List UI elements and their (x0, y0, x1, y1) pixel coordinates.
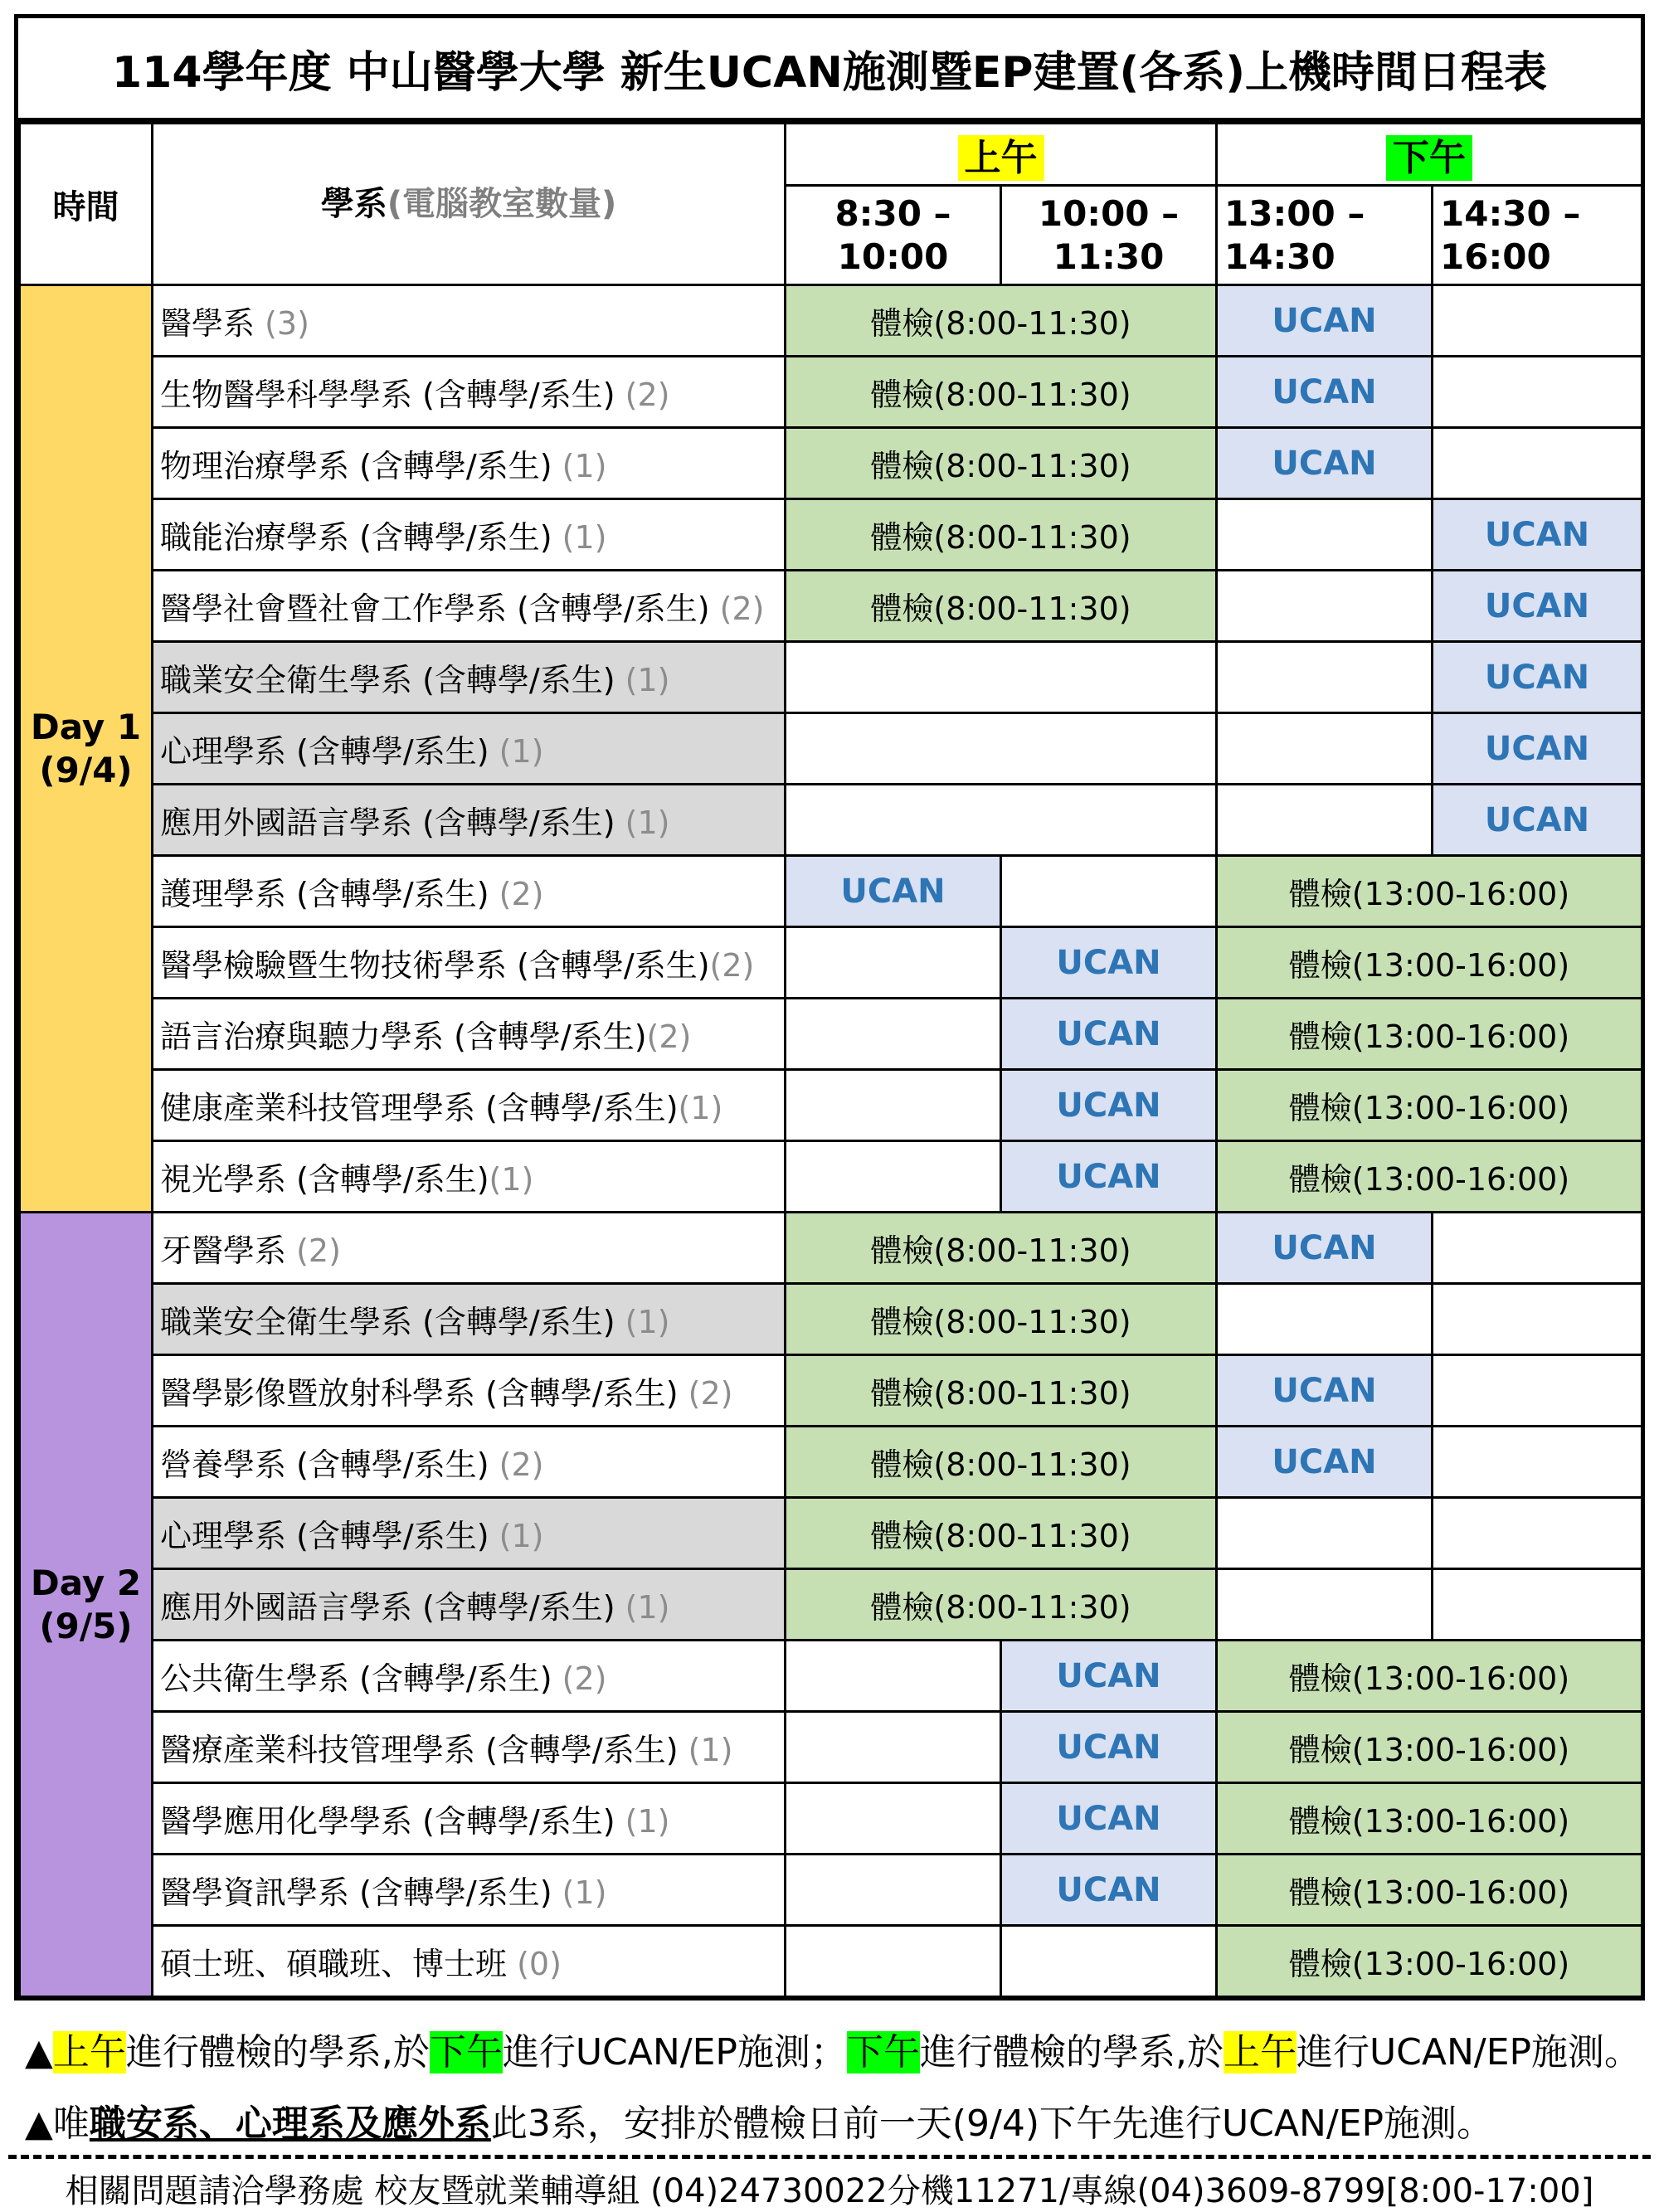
note2-part: ▲唯 (25, 2103, 90, 2145)
dept-name: 護理學系 (含轉學/系生) (160, 876, 499, 912)
classroom-count: (1) (625, 1589, 670, 1626)
schedule-row (20, 713, 1642, 785)
exam-cell: 體檢(8:00-11:30) (786, 499, 1217, 571)
dept-cell (153, 499, 786, 571)
exam-cell: 體檢(8:00-11:30) (786, 357, 1217, 428)
slot-label-4: 14:30 – 16:00 (1440, 192, 1581, 277)
dashed-divider (8, 2155, 1651, 2159)
classroom-count: (1) (499, 1518, 544, 1554)
empty-cell (1433, 1284, 1642, 1355)
dept-name: 職業安全衛生學系 (含轉學/系生) (160, 662, 625, 698)
dept-name: 視光學系 (含轉學/系生) (160, 1161, 489, 1198)
classroom-count: (2) (625, 377, 670, 413)
dept-name: 牙醫學系 (160, 1232, 297, 1269)
exam-cell: 體檢(13:00-16:00) (1217, 1855, 1642, 1926)
schedule-row (20, 571, 1642, 642)
empty-cell (786, 713, 1217, 785)
schedule-row (20, 1284, 1642, 1355)
note1-afternoon-highlight: 下午 (846, 2031, 920, 2073)
day-label-2: Day 2 (9/5) (20, 1213, 153, 1997)
ucan-cell: UCAN (1217, 285, 1433, 357)
exam-cell: 體檢(8:00-11:30) (786, 1355, 1217, 1427)
dept-cell (153, 1783, 786, 1855)
classroom-count: (2) (296, 1232, 341, 1269)
note1-part: 進行UCAN/EP施測。 (1296, 2031, 1642, 2073)
dept-name: 職業安全衛生學系 (含轉學/系生) (160, 1304, 625, 1340)
dept-cell (153, 1926, 786, 1997)
schedule-row (20, 1141, 1642, 1213)
ucan-cell: UCAN (1433, 571, 1642, 642)
schedule-row (20, 856, 1642, 927)
dept-cell (153, 1855, 786, 1926)
ucan-cell: UCAN (1001, 927, 1217, 999)
dept-cell (153, 1427, 786, 1498)
exam-cell: 體檢(13:00-16:00) (1217, 927, 1642, 999)
empty-cell (1217, 571, 1433, 642)
empty-cell (1001, 1926, 1217, 1997)
dept-cell (153, 1498, 786, 1569)
note-1 (25, 2022, 1641, 2075)
schedule-row (20, 1427, 1642, 1498)
note1-morning-highlight: 上午 (1223, 2031, 1297, 2073)
afternoon-header (1217, 124, 1642, 186)
dept-cell (153, 571, 786, 642)
slot-header-4 (1433, 186, 1642, 285)
exam-cell: 體檢(8:00-11:30) (786, 1427, 1217, 1498)
classroom-count: (1) (562, 519, 607, 556)
ucan-cell: UCAN (1001, 1712, 1217, 1783)
empty-cell (1217, 642, 1433, 713)
schedule-row (20, 1355, 1642, 1427)
schedule-row (20, 1783, 1642, 1855)
empty-cell (786, 1712, 1001, 1783)
classroom-count: (1) (562, 448, 607, 484)
dept-cell (153, 1213, 786, 1284)
empty-cell (786, 999, 1001, 1070)
exam-cell: 體檢(8:00-11:30) (786, 1569, 1217, 1641)
empty-cell (786, 1783, 1001, 1855)
dept-cell (153, 999, 786, 1070)
schedule-body (20, 285, 1642, 1997)
empty-cell (786, 785, 1217, 856)
dept-name: 心理學系 (含轉學/系生) (160, 1518, 499, 1554)
dept-name: 營養學系 (含轉學/系生) (160, 1446, 499, 1483)
dept-name: 應用外國語言學系 (含轉學/系生) (160, 805, 625, 841)
schedule-row (20, 1926, 1642, 1997)
slot-header-3 (1217, 186, 1433, 285)
dept-name: 物理治療學系 (含轉學/系生) (160, 448, 562, 484)
time-header: 時間 (20, 124, 153, 285)
exam-cell: 體檢(13:00-16:00) (1217, 856, 1642, 927)
exam-cell: 體檢(13:00-16:00) (1217, 1641, 1642, 1712)
empty-cell (786, 1141, 1001, 1213)
dept-cell (153, 1070, 786, 1141)
note1-afternoon-highlight: 下午 (429, 2031, 503, 2073)
ucan-cell: UCAN (1433, 642, 1642, 713)
dept-name: 語言治療與聽力學系 (含轉學/系生) (160, 1018, 647, 1055)
classroom-count: (1) (625, 805, 670, 841)
empty-cell (1217, 1569, 1433, 1641)
dept-cell (153, 357, 786, 428)
schedule-row (20, 999, 1642, 1070)
empty-cell (786, 642, 1217, 713)
dept-cell (153, 1641, 786, 1712)
dept-cell (153, 856, 786, 927)
schedule-row (20, 642, 1642, 713)
slot-label-3: 13:00 – 14:30 (1224, 192, 1365, 277)
empty-cell (786, 1926, 1001, 1997)
dept-name: 醫學應用化學學系 (含轉學/系生) (160, 1803, 625, 1840)
dept-header-label: 學系 (320, 184, 387, 223)
ucan-cell: UCAN (1001, 1141, 1217, 1213)
note2-emphasis: 職安系、心理系及應外系 (89, 2103, 491, 2145)
slot-header-2 (1001, 186, 1217, 285)
empty-cell (1433, 1355, 1642, 1427)
ucan-cell: UCAN (1001, 1783, 1217, 1855)
afternoon-label: 下午 (1386, 135, 1472, 181)
empty-cell (1433, 357, 1642, 428)
slot-label-1: 8:30 – 10:00 (834, 192, 951, 277)
classroom-count: (1) (678, 1090, 723, 1126)
ucan-cell: UCAN (1217, 1427, 1433, 1498)
schedule-row (20, 1070, 1642, 1141)
exam-cell: 體檢(8:00-11:30) (786, 428, 1217, 499)
classroom-count: (2) (499, 876, 544, 912)
exam-cell: 體檢(13:00-16:00) (1217, 1712, 1642, 1783)
empty-cell (1433, 285, 1642, 357)
dept-cell (153, 1141, 786, 1213)
schedule-row (20, 1855, 1642, 1926)
empty-cell (1217, 713, 1433, 785)
dept-header-sub: (電腦教室數量) (387, 184, 617, 223)
dept-name: 醫學影像暨放射科學系 (含轉學/系生) (160, 1375, 688, 1412)
classroom-count: (2) (688, 1375, 733, 1412)
classroom-count: (2) (709, 947, 755, 984)
dept-name: 醫學資訊學系 (含轉學/系生) (160, 1874, 562, 1911)
note1-part: ▲ (25, 2031, 53, 2073)
note1-morning-highlight: 上午 (52, 2031, 126, 2073)
ucan-cell: UCAN (1433, 713, 1642, 785)
classroom-count: (1) (688, 1732, 733, 1768)
classroom-count: (1) (625, 662, 670, 698)
dept-cell (153, 1355, 786, 1427)
note2-part: 此3系，安排於體檢日前一天(9/4)下午先進行UCAN/EP施測。 (490, 2103, 1494, 2145)
schedule-row (20, 357, 1642, 428)
schedule-row (20, 499, 1642, 571)
empty-cell (1217, 1284, 1433, 1355)
ucan-cell: UCAN (1001, 1070, 1217, 1141)
exam-cell: 體檢(13:00-16:00) (1217, 1926, 1642, 1997)
page-title: 114學年度 中山醫學大學 新生UCAN施測暨EP建置(各系)上機時間日程表 (18, 18, 1641, 122)
classroom-count: (1) (625, 1304, 670, 1340)
dept-name: 醫療產業科技管理學系 (含轉學/系生) (160, 1732, 688, 1768)
exam-cell: 體檢(8:00-11:30) (786, 1498, 1217, 1569)
schedule-row (20, 785, 1642, 856)
ucan-cell: UCAN (1217, 1355, 1433, 1427)
schedule-row (20, 1569, 1642, 1641)
empty-cell (1433, 428, 1642, 499)
schedule-row (20, 1213, 1642, 1284)
note1-part: 進行體檢的學系,於 (919, 2031, 1224, 2073)
dept-cell (153, 642, 786, 713)
dept-cell (153, 285, 786, 357)
dept-name: 生物醫學科學學系 (含轉學/系生) (160, 377, 625, 413)
exam-cell: 體檢(8:00-11:30) (786, 285, 1217, 357)
empty-cell (1433, 1498, 1642, 1569)
dept-name: 健康產業科技管理學系 (含轉學/系生) (160, 1090, 679, 1126)
contact-info: 相關問題請洽學務處 校友暨就業輔導組 (04)24730022分機11271/專線(04)3609-8799[8:00-17:00] (65, 2172, 1594, 2210)
schedule-row (20, 285, 1642, 357)
dept-name: 職能治療學系 (含轉學/系生) (160, 519, 562, 556)
schedule-row (20, 428, 1642, 499)
ucan-cell: UCAN (1001, 999, 1217, 1070)
morning-label: 上午 (958, 135, 1044, 181)
classroom-count: (1) (489, 1161, 534, 1198)
ucan-cell: UCAN (1433, 499, 1642, 571)
dept-header (153, 124, 786, 285)
empty-cell (786, 1855, 1001, 1926)
classroom-count: (2) (719, 591, 765, 627)
dept-name: 公共衛生學系 (含轉學/系生) (160, 1660, 562, 1697)
empty-cell (1433, 1569, 1642, 1641)
exam-cell: 體檢(13:00-16:00) (1217, 1070, 1642, 1141)
dept-cell (153, 1284, 786, 1355)
ucan-cell: UCAN (1217, 357, 1433, 428)
empty-cell (786, 1641, 1001, 1712)
empty-cell (786, 927, 1001, 999)
dept-cell (153, 428, 786, 499)
schedule-row (20, 1498, 1642, 1569)
note1-part: 進行UCAN/EP施測； (502, 2031, 847, 2073)
exam-cell: 體檢(13:00-16:00) (1217, 999, 1642, 1070)
dept-name: 醫學社會暨社會工作學系 (含轉學/系生) (160, 591, 720, 627)
note1-part: 進行體檢的學系,於 (125, 2031, 430, 2073)
dept-name: 應用外國語言學系 (含轉學/系生) (160, 1589, 625, 1626)
exam-cell: 體檢(8:00-11:30) (786, 1213, 1217, 1284)
dept-cell (153, 785, 786, 856)
ucan-cell: UCAN (1217, 1213, 1433, 1284)
dept-cell (153, 927, 786, 999)
exam-cell: 體檢(8:00-11:30) (786, 571, 1217, 642)
empty-cell (1217, 785, 1433, 856)
empty-cell (1001, 856, 1217, 927)
classroom-count: (1) (499, 733, 544, 770)
ucan-cell: UCAN (1217, 428, 1433, 499)
ucan-cell: UCAN (1433, 785, 1642, 856)
schedule-table (18, 122, 1643, 1998)
dept-cell (153, 713, 786, 785)
dept-cell (153, 1569, 786, 1641)
classroom-count: (0) (517, 1946, 562, 1982)
exam-cell: 體檢(8:00-11:30) (786, 1284, 1217, 1355)
schedule-row (20, 1712, 1642, 1783)
schedule-row (20, 1641, 1642, 1712)
exam-cell: 體檢(13:00-16:00) (1217, 1141, 1642, 1213)
empty-cell (1433, 1427, 1642, 1498)
day-label-1: Day 1 (9/4) (20, 285, 153, 1213)
morning-header (786, 124, 1217, 186)
classroom-count: (2) (499, 1446, 544, 1483)
classroom-count: (3) (265, 305, 309, 342)
ucan-cell: UCAN (1001, 1641, 1217, 1712)
classroom-count: (1) (562, 1874, 607, 1911)
empty-cell (1217, 1498, 1433, 1569)
slot-label-2: 10:00 – 11:30 (1038, 192, 1180, 277)
classroom-count: (1) (625, 1803, 670, 1840)
empty-cell (1433, 1213, 1642, 1284)
empty-cell (786, 1070, 1001, 1141)
dept-name: 醫學檢驗暨生物技術學系 (含轉學/系生) (160, 947, 710, 984)
ucan-cell: UCAN (786, 856, 1001, 927)
schedule-sheet (14, 14, 1645, 2001)
dept-cell (153, 1712, 786, 1783)
dept-name: 心理學系 (含轉學/系生) (160, 733, 499, 770)
classroom-count: (2) (562, 1660, 607, 1697)
classroom-count: (2) (646, 1018, 692, 1055)
exam-cell: 體檢(13:00-16:00) (1217, 1783, 1642, 1855)
ucan-cell: UCAN (1001, 1855, 1217, 1926)
note-2 (25, 2093, 1493, 2146)
schedule-row (20, 927, 1642, 999)
slot-header-1 (786, 186, 1001, 285)
dept-name: 醫學系 (160, 305, 265, 342)
empty-cell (1217, 499, 1433, 571)
dept-name: 碩士班、碩職班、博士班 (160, 1946, 518, 1982)
